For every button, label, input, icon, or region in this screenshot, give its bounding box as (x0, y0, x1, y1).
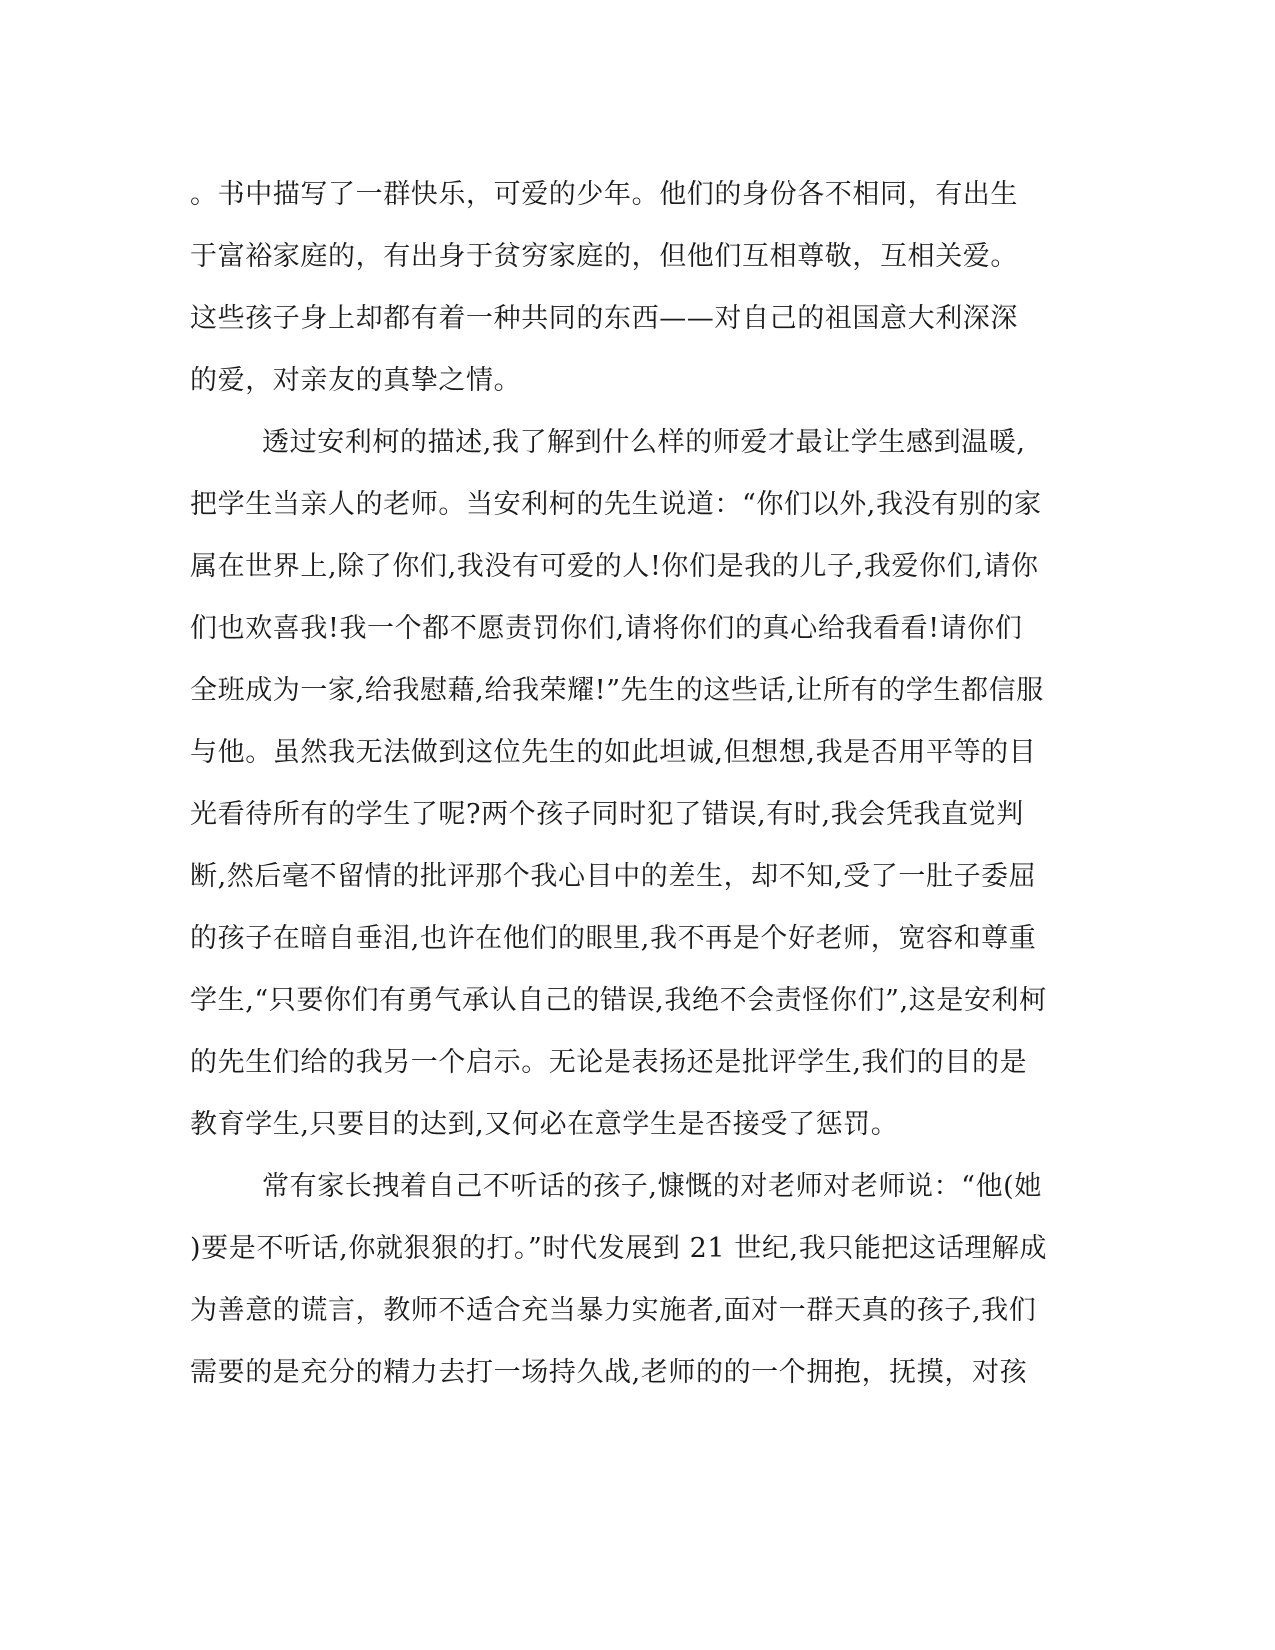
text-line: 教育学生,只要目的达到,又何必在意学生是否接受了惩罚。 (190, 1109, 899, 1140)
text-line: 。书中描写了一群快乐，可爱的少年。他们的身份各不相同，有出生 (190, 179, 1018, 210)
text-line: 光看待所有的学生了呢?两个孩子同时犯了错误,有时,我会凭我直觉判 (190, 799, 1024, 830)
text-line: )要是不听话,你就狠狠的打。”时代发展到 21 世纪,我只能把这话理解成 (190, 1233, 1048, 1264)
text-line: 与他。虽然我无法做到这位先生的如此坦诚,但想想,我是否用平等的目 (190, 737, 1037, 768)
text-line: 断,然后毫不留情的批评那个我心目中的差生，却不知,受了一肚子委屈 (190, 861, 1037, 892)
text-line: 于富裕家庭的，有出身于贫穷家庭的，但他们互相尊敬，互相关爱。 (190, 241, 1018, 272)
text-line: 全班成为一家,给我慰藉,给我荣耀!”先生的这些话,让所有的学生都信服 (190, 675, 1044, 706)
text-line: 的爱，对亲友的真挚之情。 (190, 365, 522, 396)
text-line: 把学生当亲人的老师。当安利柯的先生说道：“你们以外,我没有别的家 (190, 489, 1042, 520)
paragraph-start-line: 透过安利柯的描述,我了解到什么样的师爱才最让学生感到温暖, (262, 427, 1026, 458)
text-line: 的孩子在暗自垂泪,也许在他们的眼里,我不再是个好老师，宽容和尊重 (190, 923, 1037, 954)
text-line: 学生,“只要你们有勇气承认自己的错误,我绝不会责怪你们”,这是安利柯 (190, 985, 1047, 1016)
text-line: 为善意的谎言，教师不适合充当暴力实施者,面对一群天真的孩子,我们 (190, 1295, 1037, 1326)
text-line: 这些孩子身上却都有着一种共同的东西——对自己的祖国意大利深深 (190, 303, 1018, 334)
text-line: 的先生们给的我另一个启示。无论是表扬还是批评学生,我们的目的是 (190, 1047, 1028, 1078)
paragraph-start-line: 常有家长拽着自己不听话的孩子,慷慨的对老师对老师说：“他(她 (262, 1171, 1042, 1202)
text-line: 需要的是充分的精力去打一场持久战,老师的的一个拥抱，抚摸，对孩 (190, 1357, 1028, 1388)
body-text (190, 164, 1070, 1404)
text-line: 属在世界上,除了你们,我没有可爱的人!你们是我的儿子,我爱你们,请你 (190, 551, 1039, 582)
text-line: 们也欢喜我!我一个都不愿责罚你们,请将你们的真心给我看看!请你们 (190, 613, 1023, 644)
